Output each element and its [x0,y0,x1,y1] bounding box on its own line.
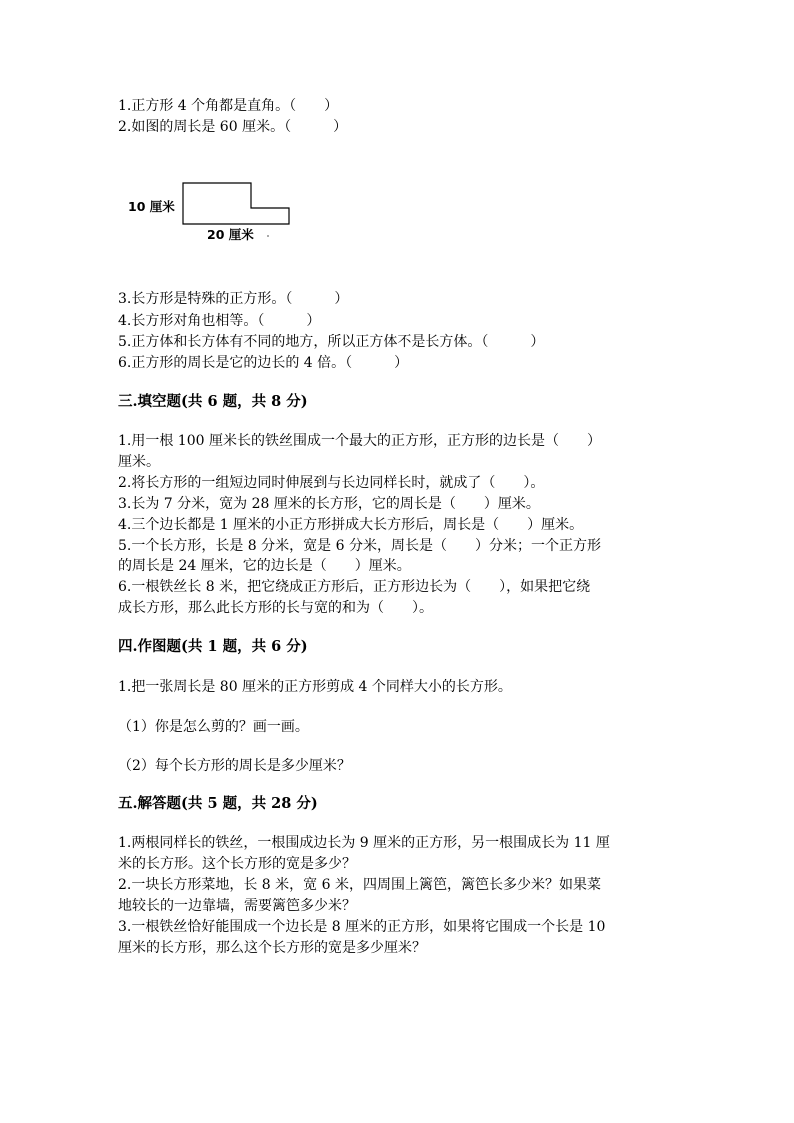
judge-item-1: 1.正方形 4 个角都是直角。（ ） [118,98,339,114]
judge-item-2: 2.如图的周长是 60 厘米。（ ） [118,119,348,135]
width-label: 20 厘米 [207,227,254,242]
answer-line-2: 米的长方形。这个长方形的宽是多少？ [118,856,356,872]
fill-line-5: 4.三个边长都是 1 厘米的小正方形拼成大长方形后，周长是（ ）厘米。 [118,517,584,533]
judge-item-4: 4.长方形对角也相等。（ ） [118,313,321,329]
answer-line-3: 2.一块长方形菜地，长 8 米，宽 6 米，四周围上篱笆，篱笆长多少米？如果菜 [118,877,601,893]
draw-subquestion-2: （2）每个长方形的周长是多少厘米？ [118,758,351,774]
section3-title: 三.填空题(共 6 题，共 8 分) [118,393,308,410]
judge-item-3: 3.长方形是特殊的正方形。（ ） [118,291,349,307]
section5-title: 五.解答题(共 5 题，共 28 分) [118,795,318,812]
draw-question-1: 1.把一张周长是 80 厘米的正方形剪成 4 个同样大小的长方形。 [118,679,512,695]
answer-line-1: 1.两根同样长的铁丝，一根围成边长为 9 厘米的正方形，另一根围成长为 11 厘 [118,835,610,851]
step-shape [183,183,289,224]
answer-line-6: 厘米的长方形，那么这个长方形的宽是多少厘米？ [118,940,426,956]
judge-item-6: 6.正方形的周长是它的边长的 4 倍。（ ） [118,355,409,371]
fill-line-1: 1.用一根 100 厘米长的铁丝围成一个最大的正方形，正方形的边长是（ ） [118,433,601,449]
fill-line-4: 3.长为 7 分米，宽为 28 厘米的长方形，它的周长是（ ）厘米。 [118,496,540,512]
fill-line-3: 2.将长方形的一组短边同时伸展到与长边同样长时，就成了（ ）。 [118,475,545,491]
fill-line-6: 5.一个长方形，长是 8 分米，宽是 6 分米，周长是（ ）分米；一个正方形 [118,538,601,554]
fill-line-8: 6.一根铁丝长 8 米，把它绕成正方形后，正方形边长为（ ），如果把它绕 [118,579,591,595]
fill-line-7: 的周长是 24 厘米，它的边长是（ ）厘米。 [118,558,411,574]
perimeter-figure [120,175,300,255]
fill-line-2: 厘米。 [118,454,160,470]
draw-subquestion-1: （1）你是怎么剪的？画一画。 [118,719,309,735]
judge-item-5: 5.正方体和长方体有不同的地方，所以正方体不是长方体。（ ） [118,334,545,350]
answer-line-5: 3.一根铁丝恰好能围成一个边长是 8 厘米的正方形，如果将它围成一个长是 10 [118,919,606,935]
section4-title: 四.作图题(共 1 题，共 6 分) [118,638,308,655]
fill-line-9: 成长方形，那么此长方形的长与宽的和为（ ）。 [118,600,433,616]
height-label: 10 厘米 [128,199,175,214]
answer-line-4: 地较长的一边靠墙，需要篱笆多少米？ [118,898,356,914]
